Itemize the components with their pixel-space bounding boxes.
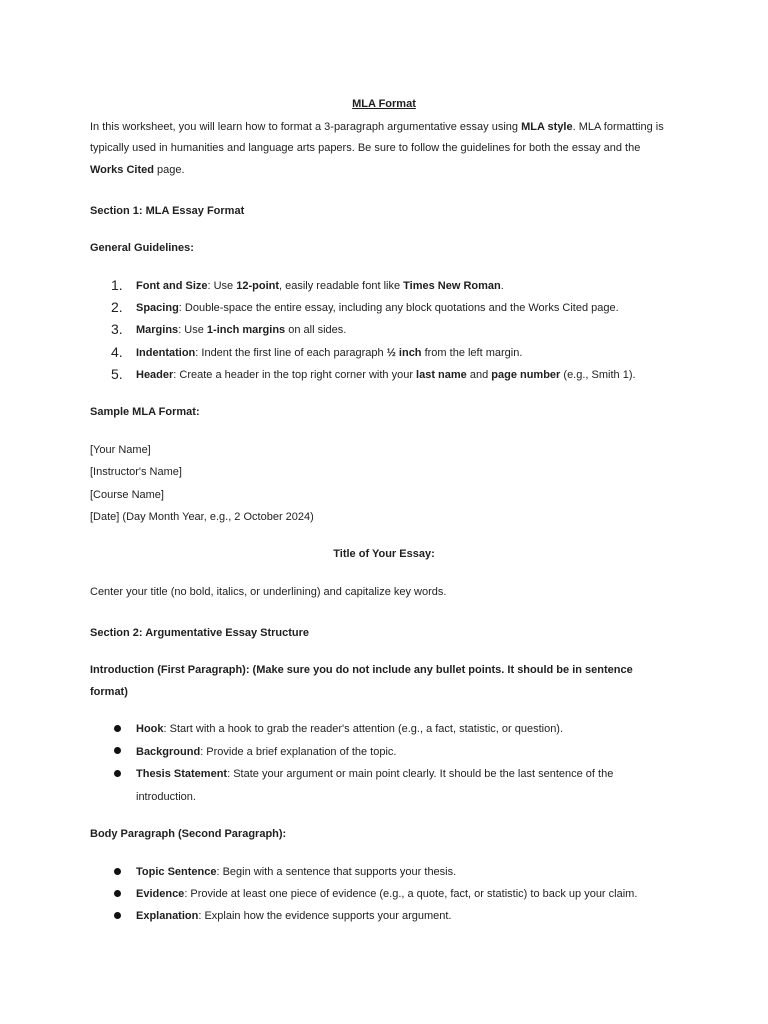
item-label: Thesis Statement bbox=[136, 768, 228, 780]
bullet-icon bbox=[114, 890, 121, 897]
intro-paragraph-heading-line-2: format) bbox=[90, 686, 128, 698]
intro-bold-works-cited: Works Cited bbox=[90, 164, 154, 176]
sample-line-course: [Course Name] bbox=[90, 489, 164, 501]
list-item-text bbox=[136, 345, 668, 361]
body-paragraph-heading: Body Paragraph (Second Paragraph): bbox=[90, 828, 287, 840]
item-label: Spacing bbox=[136, 302, 179, 314]
item-text: : Explain how the evidence supports your argument. bbox=[198, 910, 452, 922]
section-2-heading: Section 2: Argumentative Essay Structure bbox=[90, 627, 310, 639]
item-text: : Create a header in the top right corner with your bbox=[173, 369, 417, 381]
item-text: from the left margin. bbox=[421, 347, 523, 359]
item-bold: ½ inch bbox=[386, 347, 422, 359]
center-title-note: Center your title (no bold, italics, or underlining) and capitalize key words. bbox=[90, 586, 447, 598]
intro-line-3 bbox=[90, 162, 658, 178]
item-text: : Double-space the entire essay, including any block quotations and the Works Cited page. bbox=[178, 302, 619, 314]
item-text: : Begin with a sentence that supports your thesis. bbox=[216, 866, 457, 878]
item-text: : Provide a brief explanation of the topic. bbox=[200, 746, 397, 758]
sample-line-instructor: [Instructor's Name] bbox=[90, 466, 182, 478]
list-item-text bbox=[136, 322, 668, 338]
sample-mla-heading: Sample MLA Format: bbox=[90, 406, 200, 418]
section-1-heading: Section 1: MLA Essay Format bbox=[90, 205, 245, 217]
list-number: 3. bbox=[111, 321, 123, 337]
item-text: on all sides. bbox=[285, 324, 347, 336]
item-label: Header bbox=[136, 369, 174, 381]
list-item-text bbox=[136, 908, 668, 924]
item-label: Margins bbox=[136, 324, 179, 336]
intro-bold-mla-style: MLA style bbox=[521, 121, 573, 133]
item-label: Indentation bbox=[136, 347, 196, 359]
item-text: (e.g., Smith 1). bbox=[560, 369, 636, 381]
item-label: Hook bbox=[136, 723, 164, 735]
item-text: , easily readable font like bbox=[279, 280, 404, 292]
page-title: MLA Format bbox=[352, 98, 416, 110]
item-label: Explanation bbox=[136, 910, 199, 922]
item-text: : Indent the first line of each paragraph bbox=[195, 347, 387, 359]
list-item-text bbox=[136, 367, 668, 383]
intro-paragraph-heading-line-1: Introduction (First Paragraph): (Make sure you do not include any bullet points. It should be in sentence bbox=[90, 664, 633, 676]
item-text: : Use bbox=[178, 324, 207, 336]
item-bold: last name bbox=[416, 369, 467, 381]
item-text: : Start with a hook to grab the reader's attention (e.g., a fact, statistic, or question). bbox=[163, 723, 564, 735]
item-text: : Provide at least one piece of evidence (e.g., a quote, fact, or statistic) to back up your claim. bbox=[184, 888, 638, 900]
bullet-icon bbox=[114, 770, 121, 777]
list-number: 5. bbox=[111, 366, 123, 382]
bullet-icon bbox=[114, 868, 121, 875]
bullet-icon bbox=[114, 747, 121, 754]
item-text: and bbox=[466, 369, 492, 381]
item-bold: Times New Roman bbox=[403, 280, 501, 292]
list-item-continuation: introduction. bbox=[136, 791, 196, 803]
list-number: 1. bbox=[111, 277, 123, 293]
list-item-text bbox=[136, 278, 668, 294]
list-item-text bbox=[136, 886, 668, 902]
sample-line-name: [Your Name] bbox=[90, 444, 151, 456]
item-label: Evidence bbox=[136, 888, 185, 900]
general-guidelines-heading: General Guidelines: bbox=[90, 242, 194, 254]
item-text: : State your argument or main point clearly. It should be the last sentence of the bbox=[227, 768, 614, 780]
item-bold: 12-point bbox=[236, 280, 280, 292]
intro-text: . MLA formatting is bbox=[572, 121, 664, 133]
intro-line-1 bbox=[90, 119, 664, 135]
item-label: Font and Size bbox=[136, 280, 208, 292]
list-item-text bbox=[136, 721, 668, 737]
list-number: 2. bbox=[111, 299, 123, 315]
item-text: : Use bbox=[207, 280, 237, 292]
list-number: 4. bbox=[111, 344, 123, 360]
item-label: Topic Sentence bbox=[136, 866, 217, 878]
item-label: Background bbox=[136, 746, 201, 758]
intro-text: In this worksheet, you will learn how to format a 3-paragraph argumentative essay using bbox=[90, 121, 522, 133]
list-item-text bbox=[136, 766, 668, 782]
list-item-text bbox=[136, 744, 668, 760]
item-bold: page number bbox=[491, 369, 561, 381]
list-item-text bbox=[136, 300, 668, 316]
item-bold: 1-inch margins bbox=[206, 324, 286, 336]
list-item-text bbox=[136, 864, 668, 880]
intro-line-2: typically used in humanities and language arts papers. Be sure to follow the guidelines for both the essay and the bbox=[90, 142, 641, 154]
essay-title-placeholder: Title of Your Essay: bbox=[333, 548, 435, 560]
bullet-icon bbox=[114, 725, 121, 732]
bullet-icon bbox=[114, 912, 121, 919]
item-text: . bbox=[500, 280, 504, 292]
intro-text: page. bbox=[153, 164, 185, 176]
sample-line-date: [Date] (Day Month Year, e.g., 2 October 2024) bbox=[90, 511, 314, 523]
